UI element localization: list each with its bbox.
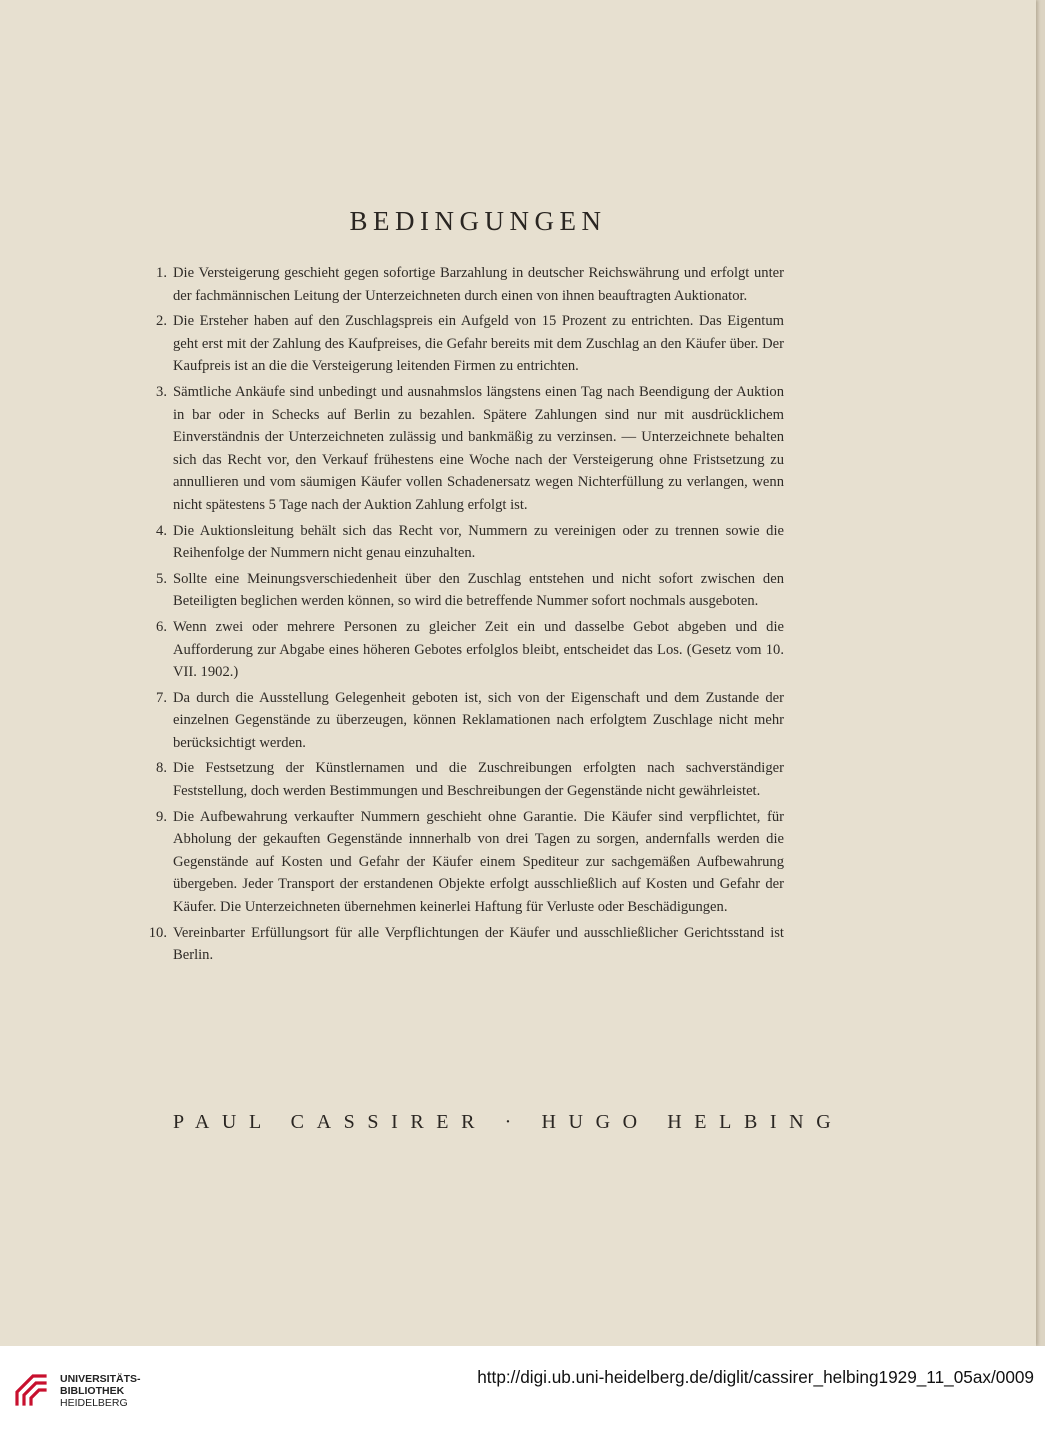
condition-number: 3. (156, 383, 167, 400)
condition-item-2 (134, 310, 784, 378)
condition-item-6 (134, 616, 784, 684)
condition-number: 10. (148, 924, 167, 941)
condition-number: 1. (156, 265, 167, 281)
condition-text: Sämtliche Ankäufe sind unbedingt und ausnahmslos längstens einen Tag nach Beendigung der Auktion in bar oder in Schecks auf Berlin zu bezahlen. Spätere Zahlungen sind nur mit ausdrücklichem Einverständnis der Unterzeichneten zulässig und bankmäßig zu verzinsen. — Unterzeichnete behalten sich das Recht vor, den Verkauf frühestens eine Woche nach der Versteigerung ohne Fristsetzung zu annullieren und vom säumigen Käufer vollen Schadenersatz wegen Nichterfüllung zu verlangen, wenn nicht spätestens 5 Tage nach der Auktion Zahlung erfolgt ist. (173, 383, 784, 513)
condition-number: 4. (156, 522, 167, 539)
condition-number: 5. (156, 570, 167, 587)
conditions-list (134, 262, 784, 970)
condition-item-10 (134, 922, 784, 967)
condition-item-3 (134, 381, 784, 517)
permalink-url[interactable]: http://digi.ub.uni-heidelberg.de/diglit/cassirer_helbing1929_11_05ax/0009 (477, 1367, 1034, 1387)
library-logo-icon (12, 1371, 50, 1409)
condition-number: 2. (156, 313, 167, 330)
condition-item-1 (134, 262, 784, 307)
logo-line-2: BIBLIOTHEK (60, 1385, 125, 1397)
condition-number: 7. (156, 689, 167, 706)
logo-line-3: HEIDELBERG (60, 1397, 128, 1409)
condition-number: 6. (156, 618, 167, 635)
condition-item-9 (134, 806, 784, 919)
condition-item-5 (134, 568, 784, 613)
condition-item-8 (134, 757, 784, 802)
condition-text: Vereinbarter Erfüllungsort für alle Verpflichtungen der Käufer und ausschließlicher Gerichtsstand ist Berlin. (173, 924, 784, 964)
logo-line-1: UNIVERSITÄTS- (60, 1373, 141, 1385)
condition-text: Sollte eine Meinungsverschiedenheit über den Zuschlag entstehen und nicht sofort zwischen den Beteiligten beglichen werden können, so wird die betreffende Nummer sofort nochmals ausgeboten. (173, 570, 784, 610)
condition-number: 9. (156, 808, 167, 825)
condition-text: Die Versteigerung geschieht gegen sofortige Barzahlung in deutscher Reichswährung und erfolgt unter der fachmännischen Leitung der Unterzeichneten durch einen von ihnen beauftragten Auktionator. (173, 265, 784, 304)
condition-number: 8. (156, 760, 167, 777)
condition-text: Da durch die Ausstellung Gelegenheit geboten ist, sich von der Eigenschaft und dem Zustande der einzelnen Gegenstände zu überzeugen, können Reklamationen nach erfolgtem Zuschlage nicht mehr berücksichtigt werden. (173, 689, 784, 751)
page-title: BEDINGUNGEN (349, 206, 607, 236)
condition-item-7 (134, 687, 784, 755)
viewer-footer (0, 1346, 1045, 1433)
condition-text: Wenn zwei oder mehrere Personen zu gleicher Zeit ein und dasselbe Gebot abgeben und die Aufforderung zur Abgabe eines höheren Gebotes erfolglos bleibt, entscheidet das Los. (Gesetz vom 10. VII. 1902.) (173, 618, 784, 681)
library-logo-text (60, 1373, 141, 1409)
condition-text: Die Ersteher haben auf den Zuschlagspreis ein Aufgeld von 15 Prozent zu entrichten. Das Eigentum geht erst mit der Zahlung des Kaufpreises, die Gefahr bereits mit dem Zuschlag an den Käufer über. Der Kaufpreis ist an die die Versteigerung leitenden Firmen zu entrichten. (173, 313, 784, 375)
signature-firms: PAUL CASSIRER · HUGO HELBING (173, 1111, 844, 1133)
condition-text: Die Festsetzung der Künstlernamen und die Zuschreibungen erfolgten nach sachverständiger Feststellung, doch werden Bestimmungen und Beschreibungen der Gegenstände nicht gewährleistet. (173, 760, 784, 800)
condition-text: Die Aufbewahrung verkaufter Nummern geschieht ohne Garantie. Die Käufer sind verpflichtet, für Abholung der gekauften Gegenstände innnerhalb von drei Tagen zu sorgen, andernfalls werden die Gegenstände auf Kosten und Gefahr der Käufer einem Spediteur zur sachgemäßen Aufbewahrung übergeben. Jeder Transport der erstandenen Objekte erfolgt ausschließlich auf Kosten und Gefahr der Käufer. Die Unterzeichneten übernehmen keinerlei Haftung für Verluste oder Beschädigungen. (173, 808, 784, 916)
condition-text: Die Auktionsleitung behält sich das Recht vor, Nummern zu vereinigen oder zu trennen sowie die Reihenfolge der Nummern nicht genau einzuhalten. (173, 522, 784, 562)
condition-item-4 (134, 520, 784, 565)
